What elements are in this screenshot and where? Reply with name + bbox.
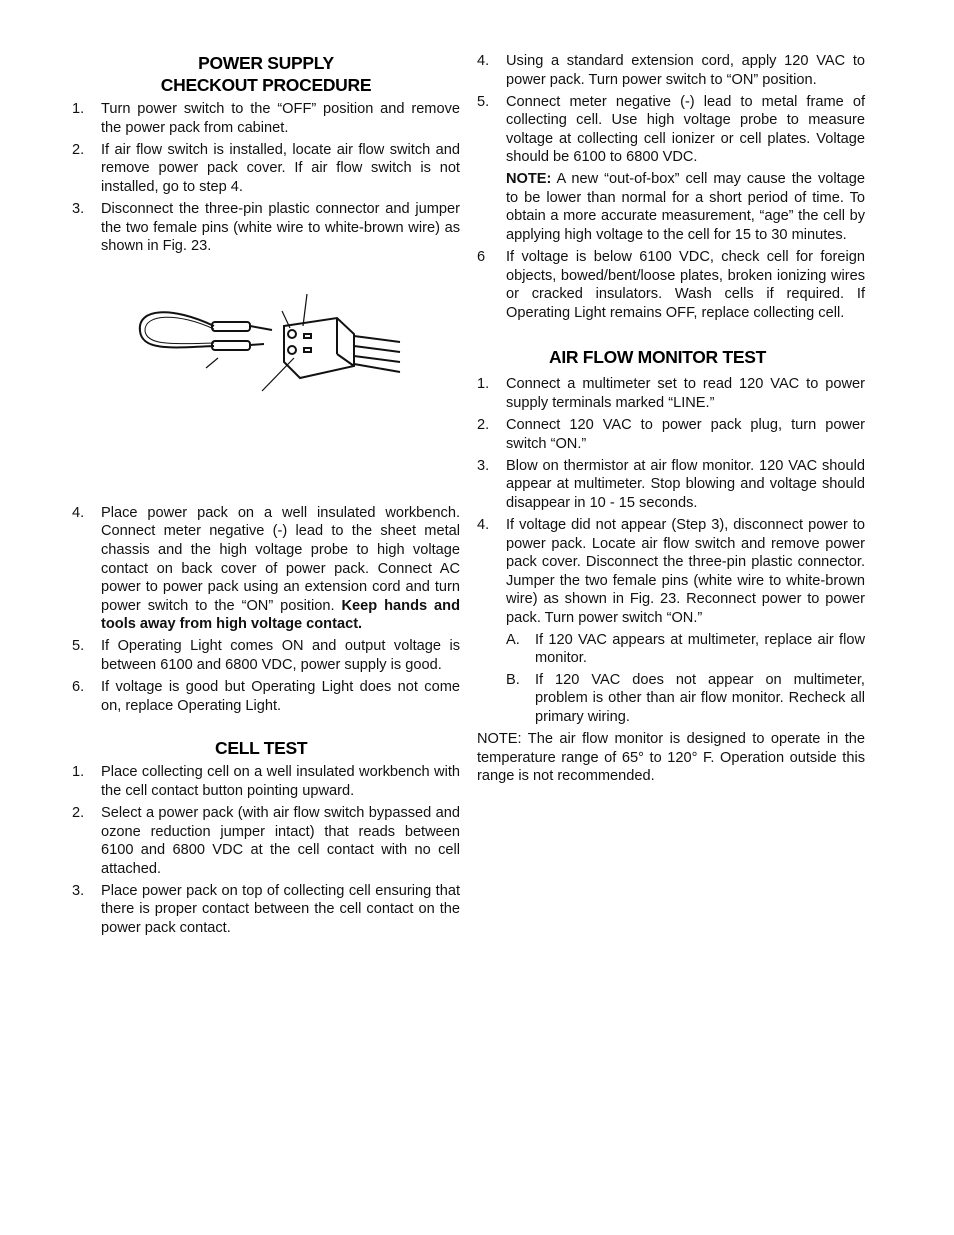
list-item: 3. Blow on thermistor at air flow monitor. 120 VAC should appear at multimeter. Stop blowing and voltage should disappear in 10 - 15 seconds. — [477, 457, 865, 511]
list-item: 6 If voltage is below 6100 VDC, check cell for foreign objects, bowed/bent/loose plates, broken ionizing wires or cracked insulators. Wash cells if required. If Operating Light remains OFF, replace collecting cell. — [477, 248, 865, 321]
list-item: 4. If voltage did not appear (Step 3), disconnect power to power pack. Locate air flow switch and remove power pack cover. Disconnect the three-pin plastic connector. Jumper the two female pins (white wire to white-brown wire) as shown in Fig. 23. Reconnect power to power pack. Turn power switch “ON.” A. If 120 VAC appears at multimeter, replace air flow monitor. B. If 120 VAC does not appear on multimeter, problem is other than air flow monitor. Recheck all primary wiring. — [477, 516, 865, 725]
final-note: NOTE: The air flow monitor is designed to operate in the temperature range of 65° to 120° F. Operation outside this range is not recommended. — [477, 731, 865, 785]
list-item: 4. Place power pack on a well insulated workbench. Connect meter negative (-) lead to the sheet metal chassis and the high voltage probe to high voltage contact on back cover of power pack. Connect AC power to power pack using an extension cord and turn power switch to the “ON” position. Keep hands and tools away from high voltage contact. — [72, 504, 461, 633]
list-item: 3. Disconnect the three-pin plastic connector and jumper the two female pins (white wire to white-brown wire) as shown in Fig. 23. — [72, 200, 460, 255]
sub-step: A. If 120 VAC appears at multimeter, replace air flow monitor. — [506, 631, 865, 667]
list-item: 4. Using a standard extension cord, apply 120 VAC to power pack. Turn power switch to “ON” position. — [477, 53, 865, 88]
warning-text: Keep hands and tools away from high voltage contact. — [101, 597, 461, 633]
cell-test-heading: CELL TEST — [215, 738, 308, 759]
list-item: 1. Turn power switch to the “OFF” position and remove the power pack from cabinet. — [72, 101, 460, 136]
sub-step: B. If 120 VAC does not appear on multimeter, problem is other than air flow monitor. Recheck all primary wiring. — [506, 671, 865, 725]
heading-line-2: CHECKOUT PROCEDURE — [160, 75, 372, 95]
list-item: 3. Place power pack on top of collecting cell ensuring that there is proper contact between the cell contact on the power pack contact. — [72, 882, 460, 937]
list-item: 2. Connect 120 VAC to power pack plug, turn power switch “ON.” — [477, 417, 865, 452]
list-item: 5. Connect meter negative (-) lead to metal frame of collecting cell. Use high voltage probe to measure voltage at collecting cell ionizer or cell plates. Voltage should be 6100 to 6800 VDC. NOTE: A new “out-of-box” cell may cause the voltage to be lower than normal for a short period of time. To obtain a more accurate measurement, “age” the cell by applying high voltage to the cell for 15 to 30 minutes. — [477, 93, 865, 243]
air-flow-steps — [477, 375, 865, 726]
connector-illustration — [132, 286, 402, 416]
list-item: 2. Select a power pack (with air flow switch bypassed and ozone reduction jumper intact) that reads between 6100 and 6800 VDC at the cell contact with no cell attached. — [72, 804, 460, 877]
right-column — [477, 52, 865, 786]
left-column — [72, 52, 460, 941]
cell-test-steps — [72, 763, 460, 937]
power-supply-heading — [72, 52, 460, 96]
list-item: 6. If voltage is good but Operating Light does not come on, replace Operating Light. — [72, 679, 460, 714]
air-flow-heading: AIR FLOW MONITOR TEST — [549, 347, 766, 368]
heading-line-1: POWER SUPPLY — [198, 53, 334, 73]
list-item: 2. If air flow switch is installed, locate air flow switch and remove power pack cover. If air flow switch is not installed, go to step 4. — [72, 141, 460, 195]
power-supply-steps-continued — [72, 504, 460, 716]
power-supply-steps — [72, 100, 460, 256]
power-supply-steps-right — [477, 52, 865, 322]
list-item: 5. If Operating Light comes ON and output voltage is between 6100 and 6800 VDC, power supply is good. — [72, 638, 460, 673]
jumper-connector-figure — [132, 286, 402, 416]
list-item: 1. Place collecting cell on a well insulated workbench with the cell contact button pointing upward. — [72, 764, 460, 799]
list-item: 1. Connect a multimeter set to read 120 VAC to power supply terminals marked “LINE.” — [477, 376, 865, 411]
cell-note: NOTE: A new “out-of-box” cell may cause the voltage to be lower than normal for a short period of time. To obtain a more accurate measurement, “age” the cell by applying high voltage to the cell for 15 to 30 minutes. — [506, 171, 865, 243]
